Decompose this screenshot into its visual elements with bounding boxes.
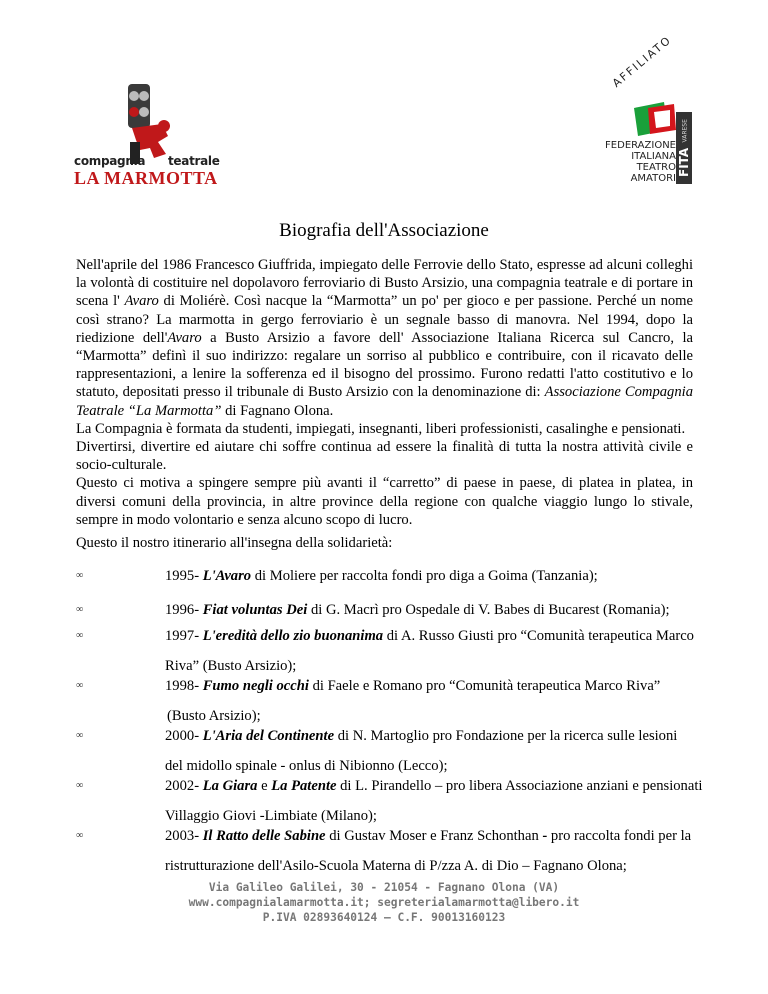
fita-line-3: TEATRO xyxy=(636,162,676,173)
list-item-line xyxy=(165,602,670,619)
list-item-continuation xyxy=(167,708,261,725)
text-run: Riva” (Busto Arsizio); xyxy=(165,658,297,674)
list-item-line xyxy=(165,778,702,795)
list-item-continuation xyxy=(165,658,296,675)
text-run: (Busto Arsizio); xyxy=(167,708,261,724)
list-item-line xyxy=(165,568,598,585)
footer-web-email: www.compagnialamarmotta.it; segreterialamarmotta@libero.it xyxy=(188,896,580,909)
list-item-continuation xyxy=(165,858,627,875)
text-run: 2002- xyxy=(165,778,203,794)
list-item-line xyxy=(165,728,677,745)
list-item-line xyxy=(165,828,691,845)
title-run: La Patente xyxy=(271,778,337,794)
paragraph xyxy=(76,474,693,529)
text-run: a Busto Arsizio a favore dell' Associazione Italiana Ricerca sul Cancro, la “Marmotta” definì il suo indirizzo: regalare un sorriso al pubblico e contribuire, con il ricavato delle rappresentazioni, a lenire la sofferenza ed il bisogno del prossimo. Furono redatti l'atto costitutivo e lo statuto, depositati presso il tribunale di Busto Arsizio con la denominazione di: xyxy=(76,329,693,401)
title-run: Il Ratto delle Sabine xyxy=(202,828,326,844)
bullet-icon: ∞ xyxy=(76,570,84,581)
logo-teatrale-text: teatrale xyxy=(168,154,220,168)
bullet-icon: ∞ xyxy=(76,730,84,741)
text-run: Divertirsi, divertire ed aiutare chi soffre continua ad essere la finalità di tutta la nostra attività civile e socio-culturale. xyxy=(76,439,693,474)
text-run: 2000- xyxy=(165,728,203,744)
affiliato-arc-text: AFFILIATO xyxy=(610,33,675,90)
bullet-icon: ∞ xyxy=(76,680,84,691)
text-run: di Moliere per raccolta fondi pro diga a Goima (Tanzania); xyxy=(251,568,598,584)
text-run: 1996- xyxy=(165,602,203,618)
footer-address: Via Galileo Galilei, 30 - 21054 - Fagnano Olona (VA) xyxy=(208,881,560,894)
fita-line-4: AMATORI xyxy=(630,173,676,184)
text-run: 1997- xyxy=(165,628,203,644)
fita-logo xyxy=(604,33,696,188)
logo-la-marmotta-text: LA MARMOTTA xyxy=(74,168,218,188)
fita-line-1: FEDERAZIONE xyxy=(605,140,676,151)
text-run: 1995- xyxy=(165,568,203,584)
bullet-icon: ∞ xyxy=(76,604,84,615)
fita-side-text: FITA xyxy=(677,147,691,177)
footer-tax-ids: P.IVA 02893640124 – C.F. 90013160123 xyxy=(262,911,506,924)
title-run: L'eredità dello zio buonanima xyxy=(202,628,384,644)
title-run: Fumo negli occhi xyxy=(202,678,309,694)
text-run: di A. Russo Giusti pro “Comunità terapeutica Marco xyxy=(383,628,694,644)
text-run: pro raccolta fondi per la xyxy=(547,828,692,844)
list-item-line xyxy=(165,628,694,645)
itinerary-intro: Questo il nostro itinerario all'insegna della solidarietà: xyxy=(76,535,393,551)
italic-run: Associazione Compagnia Teatrale “La Marmotta” xyxy=(76,384,693,419)
title-run: L'Avaro xyxy=(202,568,252,584)
title-run: Fiat voluntas Dei xyxy=(202,602,308,618)
footer xyxy=(0,880,768,925)
italic-run: Avaro xyxy=(124,293,159,310)
text-run: di Faele e Romano pro “Comunità terapeutica Marco Riva” xyxy=(308,678,661,694)
paragraph xyxy=(76,256,693,420)
text-run: di Moliérè. Così nacque la “Marmotta” un po' per gioco e per passione. Perché un nome così strano? La marmotta in gergo ferroviario è un segnale basso di manovra. Nel 1994, dopo la riedizione dell' xyxy=(76,293,693,346)
title-run: L'Aria del Continente xyxy=(202,728,335,744)
text-run: di G. Macrì pro Ospedale di V. Babes di Bucarest (Romania); xyxy=(307,602,670,618)
text-run: 1998- xyxy=(165,678,203,694)
text-run: Questo ci motiva a spingere sempre più avanti il “carretto” di paese in paese, di platea in platea, in diversi comuni della provincia, in altre province della regione con qualche viaggio lungo lo stivale, sempre in modo volontario e senza alcuno scopo di lucro. xyxy=(76,475,693,528)
marmotta-logo xyxy=(70,84,240,194)
text-run: Villaggio Giovi -Limbiate (Milano); xyxy=(165,808,377,824)
text-run: La Compagnia è formata da studenti, impiegati, insegnanti, liberi professionisti, casalinghe e pensionati. xyxy=(76,420,686,437)
list-item-continuation xyxy=(165,808,377,825)
bullet-icon: ∞ xyxy=(76,830,84,841)
text-run: - xyxy=(542,828,548,844)
text-run: 2003- xyxy=(165,828,203,844)
text-run: di L. Pirandello – pro libera Associazione anziani e pensionati xyxy=(336,778,703,794)
text-run: Nell'aprile del 1986 Francesco Giuffrida, impiegato delle Ferrovie dello Stato, espresse ad alcuni colleghi la volontà di costituire nel dopolavoro ferroviario di Busto Arsizio, una compagnia teatrale e di portare in scena l' xyxy=(76,257,693,310)
text-run: e xyxy=(257,778,272,794)
paragraph xyxy=(76,438,693,474)
list-item-continuation xyxy=(165,758,448,775)
fita-varese-text: VARESE xyxy=(681,119,689,143)
list-item-line xyxy=(165,678,660,695)
text-run: di N. Martoglio pro Fondazione per la ricerca sulle lesioni xyxy=(334,728,678,744)
biography-text xyxy=(76,256,693,529)
logo-compagnia-text: compagnia xyxy=(74,154,146,168)
fita-name-lines xyxy=(604,140,676,184)
text-run: di Fagnano Olona. xyxy=(221,402,334,419)
bullet-icon: ∞ xyxy=(76,630,84,641)
page-title: Biografia dell'Associazione xyxy=(279,220,489,241)
fita-line-2: ITALIANA xyxy=(631,151,676,162)
text-run: ristrutturazione dell'Asilo-Scuola Materna di P/zza A. di Dio – Fagnano Olona; xyxy=(165,858,627,874)
text-run: di Gustav Moser e Franz Schonthan xyxy=(325,828,543,844)
bullet-icon: ∞ xyxy=(76,780,84,791)
title-run: La Giara xyxy=(202,778,258,794)
paragraph xyxy=(76,420,693,438)
italic-run: Avaro xyxy=(167,329,202,346)
text-run: del midollo spinale - onlus di Nibionno (Lecco); xyxy=(165,758,448,774)
